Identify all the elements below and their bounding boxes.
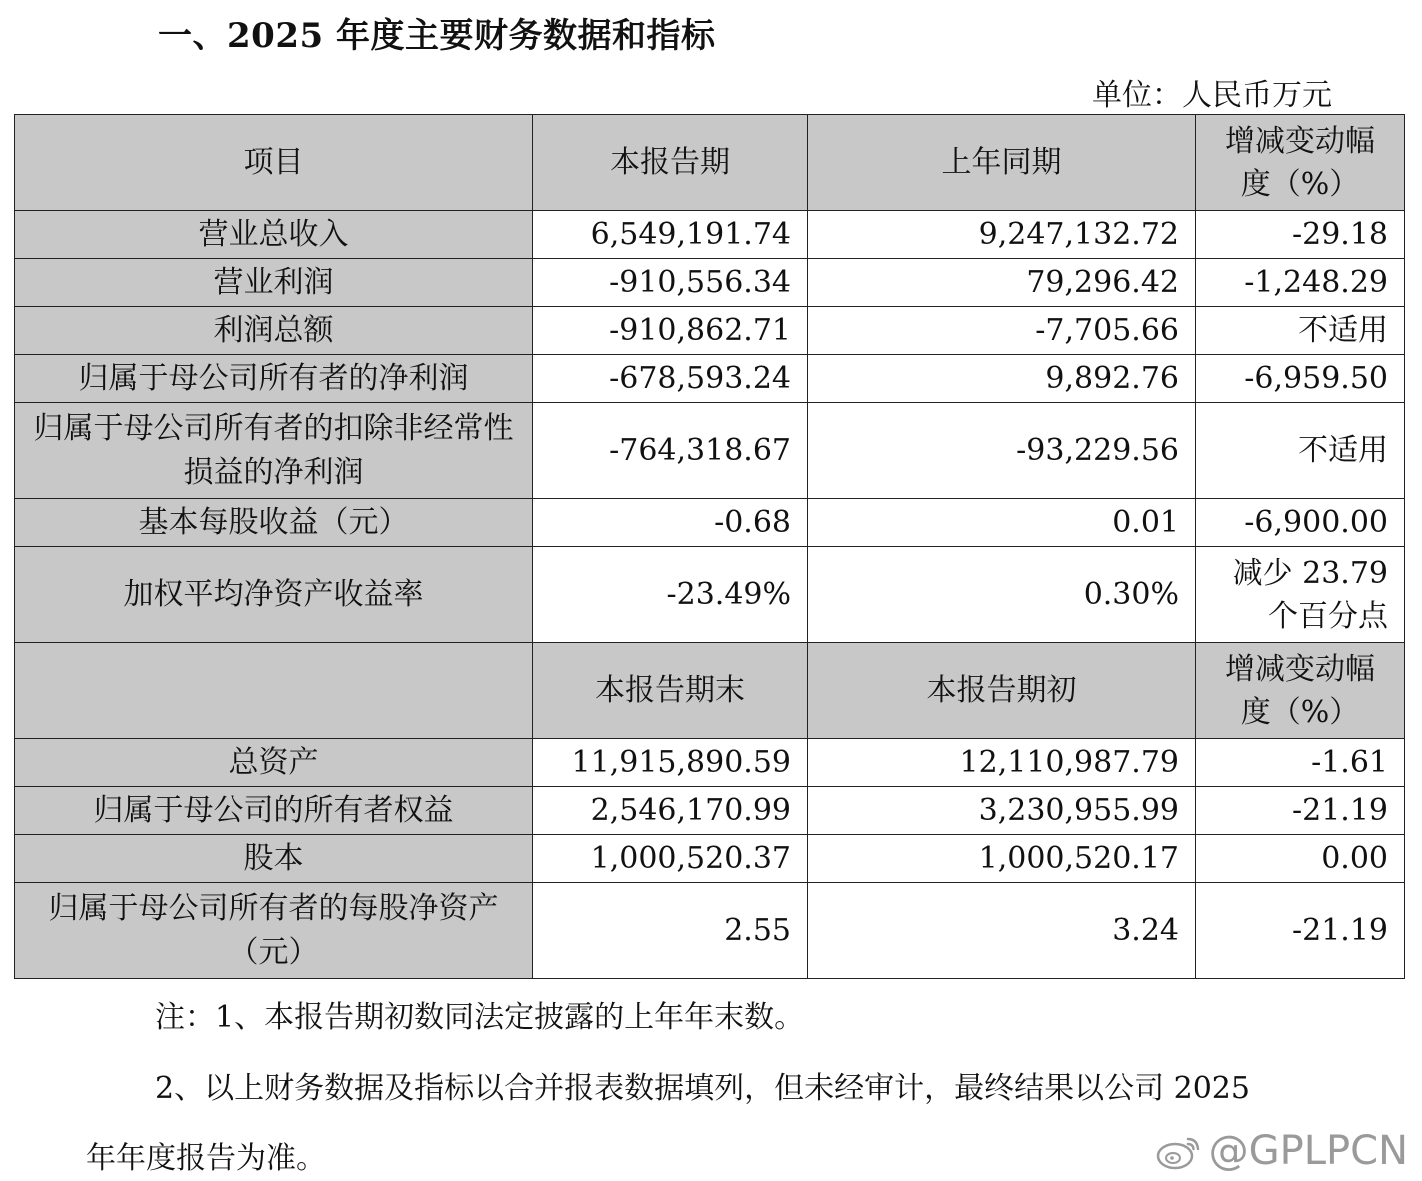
row-current: -764,318.67 bbox=[533, 403, 808, 499]
row-change: 不适用 bbox=[1196, 403, 1405, 499]
row-previous: 0.30% bbox=[808, 547, 1196, 643]
row-change: -29.18 bbox=[1196, 211, 1405, 259]
row-change: -6,900.00 bbox=[1196, 499, 1405, 547]
row-previous: 9,892.76 bbox=[808, 355, 1196, 403]
table-header-row bbox=[15, 643, 1405, 739]
table-row bbox=[15, 739, 1405, 787]
row-label: 加权平均净资产收益率 bbox=[15, 547, 533, 643]
page-title: 一、2025 年度主要财务数据和指标 bbox=[158, 16, 716, 56]
row-current: 6,549,191.74 bbox=[533, 211, 808, 259]
row-current: -0.68 bbox=[533, 499, 808, 547]
header-change: 增减变动幅度（%） bbox=[1196, 643, 1405, 739]
watermark bbox=[1155, 1128, 1408, 1174]
row-current: -910,556.34 bbox=[533, 259, 808, 307]
row-change: 不适用 bbox=[1196, 307, 1405, 355]
row-label: 营业总收入 bbox=[15, 211, 533, 259]
row-label: 营业利润 bbox=[15, 259, 533, 307]
table-row bbox=[15, 403, 1405, 499]
table-row bbox=[15, 355, 1405, 403]
row-previous: 0.01 bbox=[808, 499, 1196, 547]
row-label: 基本每股收益（元） bbox=[15, 499, 533, 547]
table-row bbox=[15, 547, 1405, 643]
table-row bbox=[15, 211, 1405, 259]
header-period-end: 本报告期末 bbox=[533, 643, 808, 739]
unit-label: 单位：人民币万元 bbox=[1092, 78, 1332, 113]
row-previous: 3,230,955.99 bbox=[808, 787, 1196, 835]
table-row bbox=[15, 307, 1405, 355]
table-row bbox=[15, 883, 1405, 979]
row-label: 利润总额 bbox=[15, 307, 533, 355]
table-row bbox=[15, 499, 1405, 547]
header-current-period: 本报告期 bbox=[533, 115, 808, 211]
header-change: 增减变动幅度（%） bbox=[1196, 115, 1405, 211]
table-row bbox=[15, 835, 1405, 883]
table-header-row bbox=[15, 115, 1405, 211]
row-change: -1,248.29 bbox=[1196, 259, 1405, 307]
footnote-1: 注：1、本报告期初数同法定披露的上年年末数。 bbox=[155, 1000, 805, 1035]
row-label: 归属于母公司所有者的每股净资产（元） bbox=[15, 883, 533, 979]
row-current: 2.55 bbox=[533, 883, 808, 979]
footnote-2: 2、以上财务数据及指标以合并报表数据填列，但未经审计，最终结果以公司 2025 bbox=[155, 1071, 1250, 1106]
row-current: 11,915,890.59 bbox=[533, 739, 808, 787]
weibo-logo-icon bbox=[1155, 1131, 1203, 1171]
row-current: -910,862.71 bbox=[533, 307, 808, 355]
table-row bbox=[15, 259, 1405, 307]
row-label: 归属于母公司的所有者权益 bbox=[15, 787, 533, 835]
row-current: -678,593.24 bbox=[533, 355, 808, 403]
row-change: -21.19 bbox=[1196, 787, 1405, 835]
row-previous: 12,110,987.79 bbox=[808, 739, 1196, 787]
header-period-start: 本报告期初 bbox=[808, 643, 1196, 739]
row-change: 减少 23.79 个百分点 bbox=[1196, 547, 1405, 643]
header-item bbox=[15, 643, 533, 739]
header-previous-period: 上年同期 bbox=[808, 115, 1196, 211]
row-change: -21.19 bbox=[1196, 883, 1405, 979]
row-label: 归属于母公司所有者的扣除非经常性损益的净利润 bbox=[15, 403, 533, 499]
row-change: -6,959.50 bbox=[1196, 355, 1405, 403]
row-previous: 9,247,132.72 bbox=[808, 211, 1196, 259]
row-label: 股本 bbox=[15, 835, 533, 883]
row-change: -1.61 bbox=[1196, 739, 1405, 787]
financial-data-table bbox=[14, 114, 1405, 979]
row-current: -23.49% bbox=[533, 547, 808, 643]
header-item: 项目 bbox=[15, 115, 533, 211]
row-change: 0.00 bbox=[1196, 835, 1405, 883]
row-previous: 79,296.42 bbox=[808, 259, 1196, 307]
row-previous: 1,000,520.17 bbox=[808, 835, 1196, 883]
row-previous: 3.24 bbox=[808, 883, 1196, 979]
footnote-2-continued: 年年度报告为准。 bbox=[86, 1141, 326, 1176]
row-previous: -93,229.56 bbox=[808, 403, 1196, 499]
row-label: 归属于母公司所有者的净利润 bbox=[15, 355, 533, 403]
row-previous: -7,705.66 bbox=[808, 307, 1196, 355]
table-row bbox=[15, 787, 1405, 835]
row-current: 1,000,520.37 bbox=[533, 835, 808, 883]
row-label: 总资产 bbox=[15, 739, 533, 787]
watermark-text: @GPLPCN bbox=[1208, 1128, 1408, 1174]
row-current: 2,546,170.99 bbox=[533, 787, 808, 835]
